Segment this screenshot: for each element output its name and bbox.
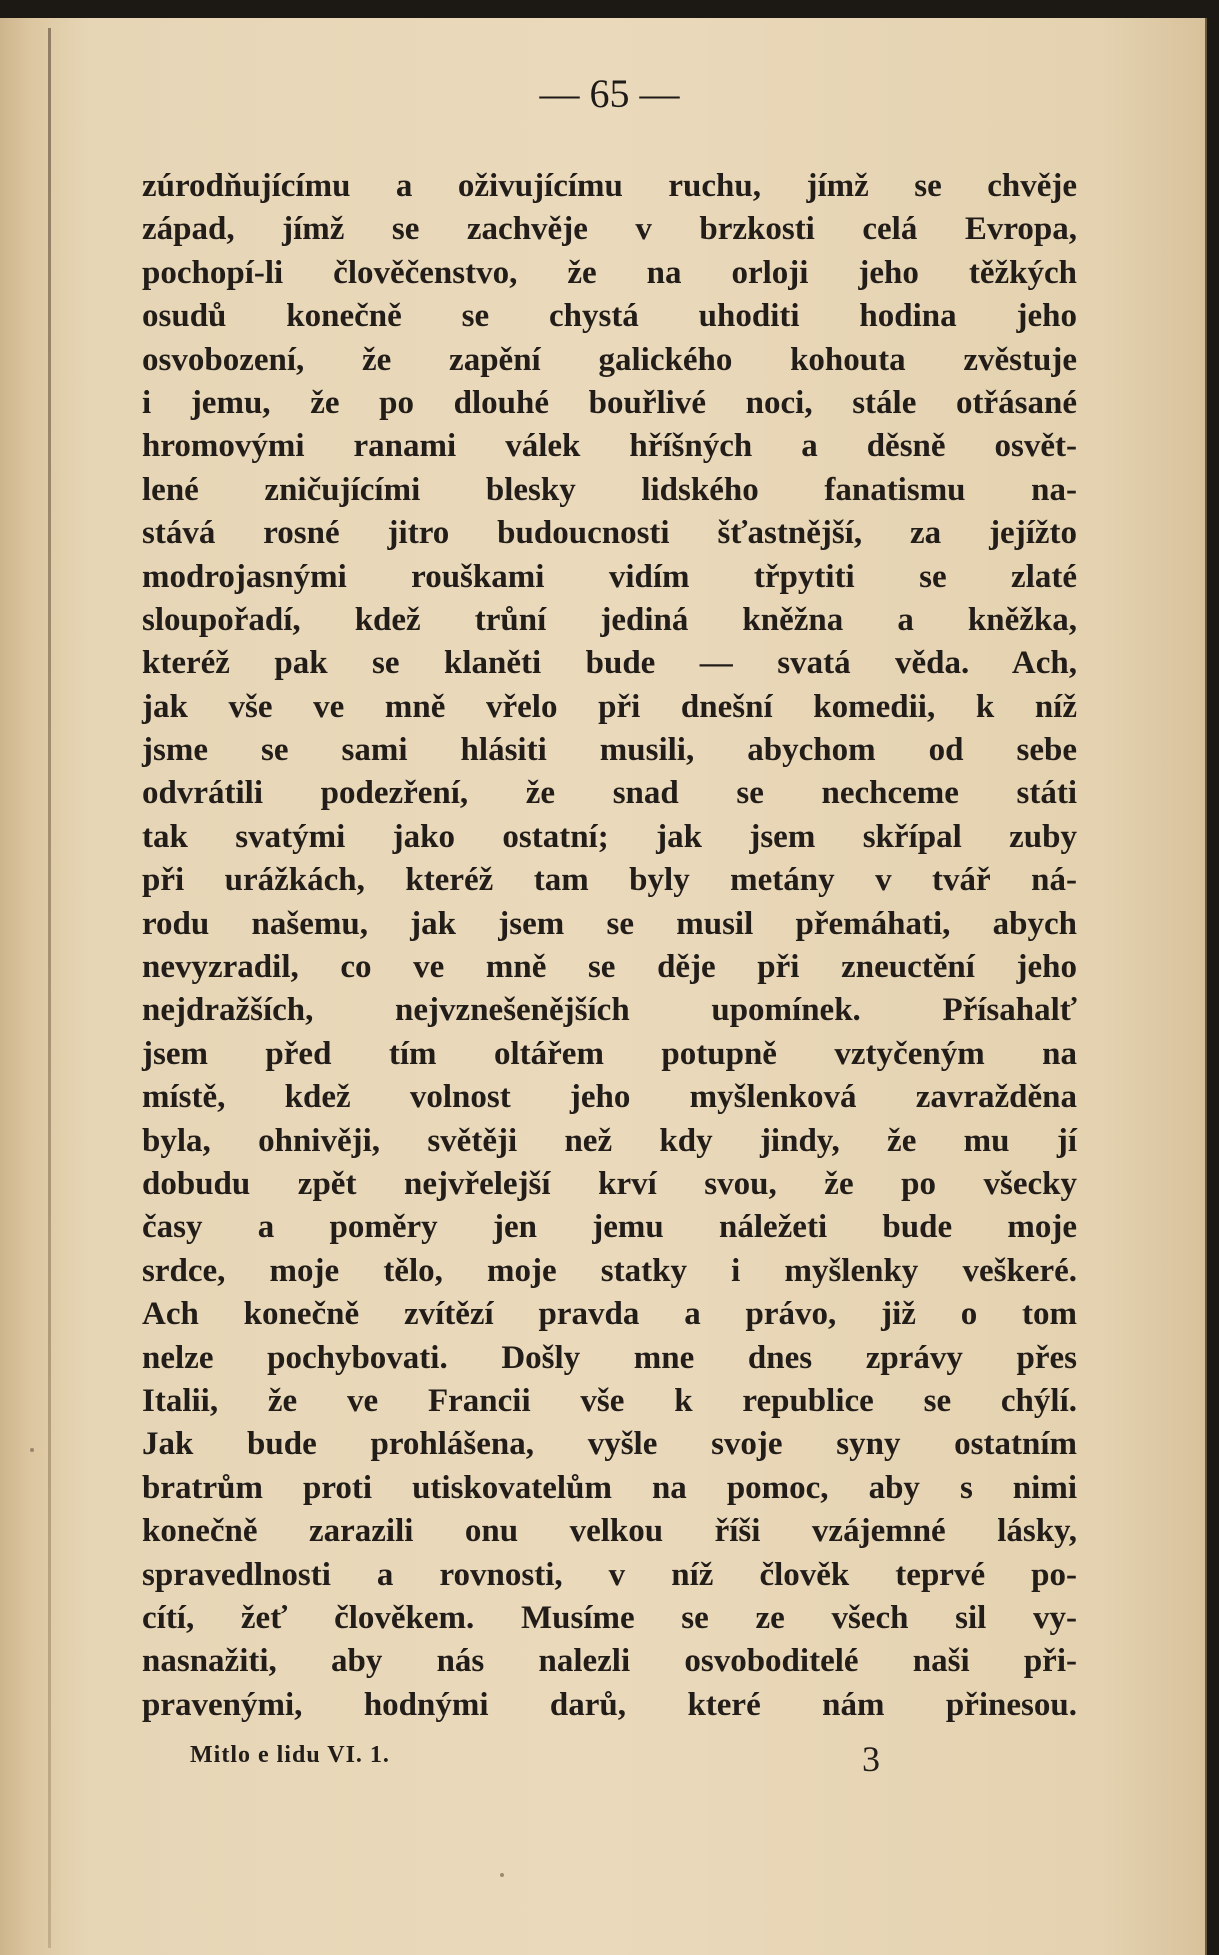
text-line: byla, ohnivěji, světěji než kdy jindy, že mu jí	[142, 1122, 1077, 1159]
text-line: i jemu, že po dlouhé bouřlivé noci, stále otřásané	[142, 384, 1077, 421]
paper-speck	[30, 1448, 34, 1452]
text-line: nasnažiti, aby nás nalezli osvoboditelé naši při-	[142, 1643, 1077, 1680]
sheet-number: 3	[862, 1739, 880, 1779]
text-line: Jak bude prohlášena, vyšle svoje syny ostatním	[142, 1426, 1077, 1463]
text-line: jsme se sami hlásiti musili, abychom od sebe	[142, 732, 1077, 769]
text-line: sloupořadí, kdež trůní jediná kněžna a kněžka,	[142, 601, 1077, 638]
text-line: osvobození, že zapění galického kohouta zvěstuje	[142, 341, 1077, 378]
text-line: nejdražších, nejvznešenějších upomínek. Přísahalť	[142, 992, 1077, 1029]
text-line: modrojasnými rouškami vidím třpytiti se zlaté	[142, 558, 1077, 595]
text-line: západ, jímž se zachvěje v brzkosti celá Evropa,	[142, 211, 1077, 248]
text-line: zúrodňujícímu a oživujícímu ruchu, jímž se chvěje	[142, 168, 1077, 204]
text-line: Italii, že ve Francii vše k republice se chýlí.	[142, 1382, 1077, 1419]
text-line: lené zničujícími blesky lidského fanatismu na-	[142, 471, 1077, 508]
binding-edge	[48, 28, 51, 1948]
text-line: časy a poměry jen jemu náležeti bude moje	[142, 1209, 1077, 1246]
text-line: jak vše ve mně vřelo při dnešní komedii, k níž	[142, 688, 1077, 725]
text-line: nelze pochybovati. Došly mne dnes zprávy přes	[142, 1339, 1077, 1376]
text-line: Ach konečně zvítězí pravda a právo, již o tom	[142, 1296, 1077, 1333]
text-line: hromovými ranami válek hříšných a děsně osvět-	[142, 428, 1077, 465]
text-line: rodu našemu, jak jsem se musil přemáhati, abych	[142, 905, 1077, 942]
text-line: odvrátili podezření, že snad se nechceme státi	[142, 775, 1077, 812]
text-line: jsem před tím oltářem potupně vztyčeným na	[142, 1035, 1077, 1072]
page-footer	[0, 1739, 1219, 1782]
text-line: kteréž pak se klaněti bude — svatá věda. Ach,	[142, 645, 1077, 682]
text-line: konečně zarazili onu velkou říši vzájemné lásky,	[142, 1513, 1077, 1550]
text-line: cítí, žeť člověkem. Musíme se ze všech sil vy-	[142, 1599, 1077, 1636]
text-line: bratrům proti utiskovatelům na pomoc, aby s nimi	[142, 1469, 1077, 1506]
text-line: srdce, moje tělo, moje statky i myšlenky veškeré.	[142, 1252, 1077, 1289]
text-line: dobudu zpět nejvřelejší krví svou, že po všecky	[142, 1165, 1077, 1202]
text-line: spravedlnosti a rovnosti, v níž člověk teprvé po-	[142, 1556, 1077, 1593]
text-line: místě, kdež volnost jeho myšlenková zavražděna	[142, 1079, 1077, 1116]
text-line: tak svatými jako ostatní; jak jsem skřípal zuby	[142, 818, 1077, 855]
text-line: pravenými, hodnými darů, které nám přinesou.	[142, 1686, 1077, 1723]
body-text	[142, 165, 1077, 1727]
text-line: pochopí-li člověčenstvo, že na orloji jeho těžkých	[142, 254, 1077, 291]
text-line: při urážkách, kteréž tam byly metány v tvář ná-	[142, 862, 1077, 899]
text-line: osudů konečně se chystá uhoditi hodina jeho	[142, 298, 1077, 335]
text-line: nevyzradil, co ve mně se děje při zneuctění jeho	[142, 949, 1077, 986]
paper-speck	[500, 1873, 504, 1877]
signature-mark: Mitlo e lidu VI. 1.	[190, 1742, 390, 1768]
page-number: — 65 —	[539, 71, 680, 116]
text-line: stává rosné jitro budoucnosti šťastnější, za jejížto	[142, 515, 1077, 552]
